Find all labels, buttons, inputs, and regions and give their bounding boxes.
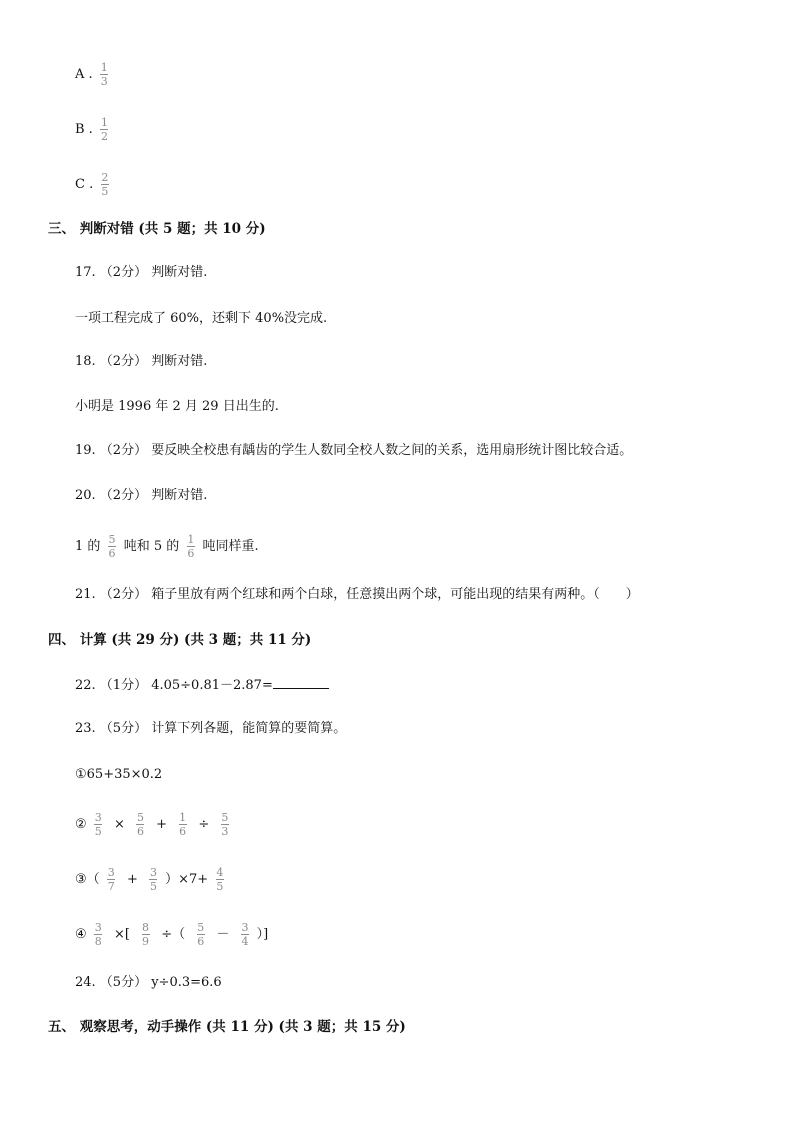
choice-a-fraction <box>100 62 109 87</box>
operator: ÷ <box>198 817 210 832</box>
frac-num: 5 <box>197 921 205 934</box>
frac-den: 5 <box>94 825 102 838</box>
fraction <box>94 812 103 837</box>
operator: ×[ <box>113 927 130 942</box>
fraction <box>178 812 187 837</box>
q20-mid: 吨和 5 的 <box>123 539 180 554</box>
frac-num: 2 <box>101 171 109 184</box>
expr-mark: ② <box>75 817 87 832</box>
q20-post: 吨同样重. <box>202 539 259 554</box>
fraction <box>149 867 158 892</box>
q21-head: 21. （2分） 箱子里放有两个红球和两个白球，任意摸出两个球，可能出现的结果有两种。（ ） <box>75 587 639 602</box>
frac-den: 6 <box>187 547 195 560</box>
fraction <box>196 922 205 947</box>
frac-num: 1 <box>179 811 187 824</box>
frac-den: 8 <box>94 935 102 948</box>
choice-c-label: C . <box>75 177 94 192</box>
operator: － <box>216 927 230 942</box>
frac-num: 3 <box>241 921 249 934</box>
frac-den: 5 <box>149 880 157 893</box>
frac-den: 3 <box>100 75 108 88</box>
fraction <box>136 812 145 837</box>
choice-b-fraction <box>100 117 109 142</box>
choice-c[interactable] <box>75 172 112 197</box>
q20-fraction-2 <box>186 534 195 559</box>
q18-head: 18. （2分） 判断对错. <box>75 354 208 369</box>
operator: × <box>113 817 125 832</box>
frac-den: 5 <box>101 185 109 198</box>
frac-den: 6 <box>108 547 116 560</box>
frac-den: 3 <box>221 825 229 838</box>
q23-expr-1: ①65+35×0.2 <box>75 767 163 782</box>
operator: ÷（ <box>161 927 186 942</box>
choice-a-label: A . <box>75 67 93 82</box>
frac-den: 6 <box>197 935 205 948</box>
q20-pre: 1 的 <box>75 539 101 554</box>
section-3-title: 三、 判断对错 (共 5 题；共 10 分) <box>48 221 266 237</box>
fraction <box>107 867 116 892</box>
frac-den: 5 <box>216 880 224 893</box>
frac-num: 8 <box>142 921 150 934</box>
frac-num: 3 <box>149 866 157 879</box>
frac-den: 7 <box>107 880 115 893</box>
q23-expr-3 <box>75 867 227 892</box>
operator: + <box>126 872 138 887</box>
q22-head: 22. （1分） 4.05÷0.81－2.87= <box>75 678 273 693</box>
q17-head: 17. （2分） 判断对错. <box>75 265 208 280</box>
q18-body: 小明是 1996 年 2 月 29 日出生的. <box>75 399 279 414</box>
q20-head: 20. （2分） 判断对错. <box>75 488 208 503</box>
fraction <box>241 922 250 947</box>
frac-num: 1 <box>187 533 195 546</box>
choice-b-label: B . <box>75 122 93 137</box>
frac-num: 1 <box>100 61 108 74</box>
fraction <box>94 922 103 947</box>
frac-den: 6 <box>136 825 144 838</box>
fraction <box>220 812 229 837</box>
frac-num: 3 <box>107 866 115 879</box>
frac-den: 4 <box>241 935 249 948</box>
fraction <box>215 867 224 892</box>
q20-body <box>75 534 259 559</box>
frac-num: 5 <box>108 533 116 546</box>
q23-expr-4 <box>75 922 268 947</box>
frac-num: 1 <box>100 116 108 129</box>
q22 <box>75 676 329 695</box>
q20-fraction-1 <box>108 534 117 559</box>
expr-mark: ④ <box>75 927 87 942</box>
q17-body: 一项工程完成了 60%，还剩下 40%没完成. <box>75 311 328 326</box>
choice-c-fraction <box>100 172 109 197</box>
q23-expr-2 <box>75 812 232 837</box>
operator: + <box>156 817 168 832</box>
choice-a[interactable] <box>75 62 112 87</box>
section-4-title: 四、 计算 (共 29 分) (共 3 题；共 11 分) <box>48 632 312 648</box>
frac-num: 3 <box>94 811 102 824</box>
expr-close: ）] <box>256 927 269 942</box>
frac-num: 5 <box>221 811 229 824</box>
expr-mid: ）×7+ <box>165 872 209 887</box>
frac-den: 9 <box>142 935 150 948</box>
fraction <box>141 922 150 947</box>
frac-num: 3 <box>94 921 102 934</box>
frac-num: 4 <box>216 866 224 879</box>
q24-head: 24. （5分） y÷0.3=6.6 <box>75 975 222 990</box>
q19-head: 19. （2分） 要反映全校患有龋齿的学生人数同全校人数之间的关系，选用扇形统计图比较合适。 <box>75 443 633 458</box>
frac-den: 2 <box>100 130 108 143</box>
frac-den: 6 <box>179 825 187 838</box>
expr-mark: ③（ <box>75 872 100 887</box>
frac-num: 5 <box>136 811 144 824</box>
section-5-title: 五、 观察思考，动手操作 (共 11 分) (共 3 题；共 15 分) <box>48 1019 406 1035</box>
choice-b[interactable] <box>75 117 112 142</box>
q23-head: 23. （5分） 计算下列各题，能简算的要简算。 <box>75 721 347 736</box>
answer-blank[interactable] <box>273 676 329 689</box>
